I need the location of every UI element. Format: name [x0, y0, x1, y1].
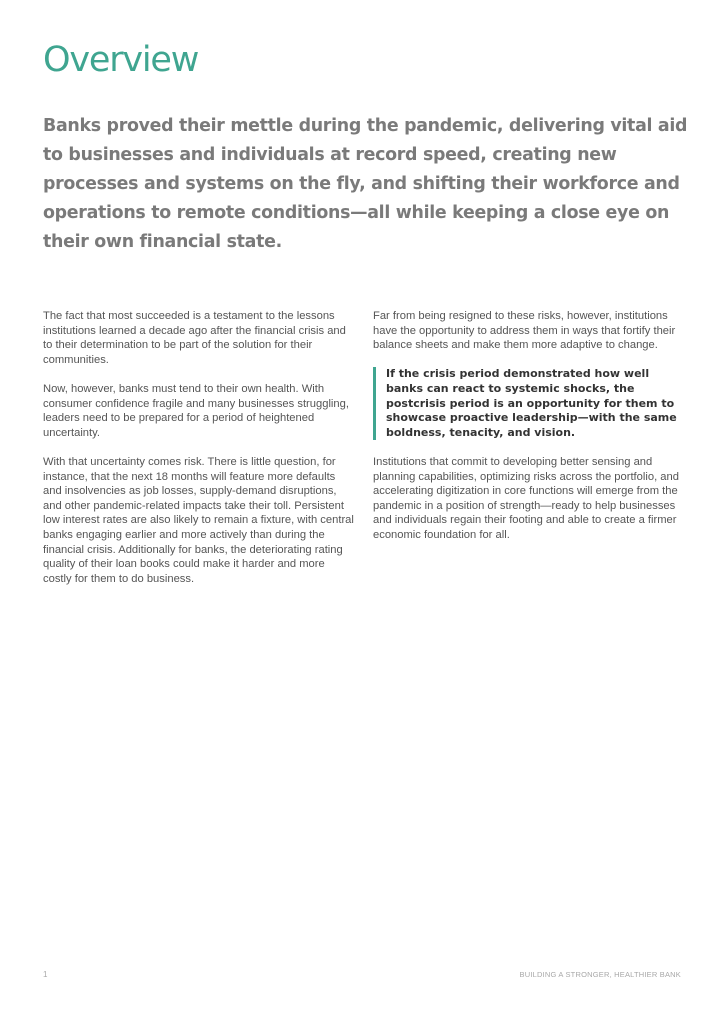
footer-document-title: BUILDING A STRONGER, HEALTHIER BANK [519, 970, 681, 979]
page-title: Overview [43, 40, 199, 80]
right-paragraph-2: Institutions that commit to developing better sensing and planning capabilities, optimizing risks across the portfolio, and accelerating digitization in core functions will emerge from the pandemic in a position of strength—ready to help businesses and individuals regain their footing and able to create a firmer economic foundation for all. [373, 455, 679, 541]
left-column [43, 309, 355, 601]
pull-quote: If the crisis period demonstrated how well banks can react to systemic shocks, the postcrisis period is an opportunity for them to showcase proactive leadership—with the same boldness, tenacity, and vision. [373, 367, 685, 440]
left-paragraph-2: Now, however, banks must tend to their own health. With consumer confidence fragile and many businesses struggling, leaders need to be prepared for a period of heightened uncertainty. [43, 382, 349, 439]
left-paragraph-3: With that uncertainty comes risk. There is little question, for instance, that the next 18 months will feature more defaults and insolvencies as job losses, supply-demand disruptions, and other pandemic-related impacts take their toll. Persistent low interest rates are also likely to remain a fixture, with central banks engaging earlier and more actively than during the financial crisis. Additionally for banks, the deteriorating rating quality of their loan books could make it harder and more costly for them to do business. [43, 455, 354, 585]
footer-page-number: 1 [43, 970, 48, 979]
right-paragraph-1: Far from being resigned to these risks, however, institutions have the opportunity to address them in ways that fortify their balance sheets and make them more adaptive to change. [373, 310, 676, 352]
left-paragraph-1: The fact that most succeeded is a testament to the lessons institutions learned a decade ago after the financial crisis and to their determination to be part of the solution for their communities. [43, 310, 346, 366]
intro-paragraph: Banks proved their mettle during the pandemic, delivering vital aid to businesses and individuals at record speed, creating new processes and systems on the fly, and shifting their workforce and operations to remote conditions—all while keeping a close eye on their own financial state. [43, 116, 688, 252]
right-column [373, 309, 685, 557]
